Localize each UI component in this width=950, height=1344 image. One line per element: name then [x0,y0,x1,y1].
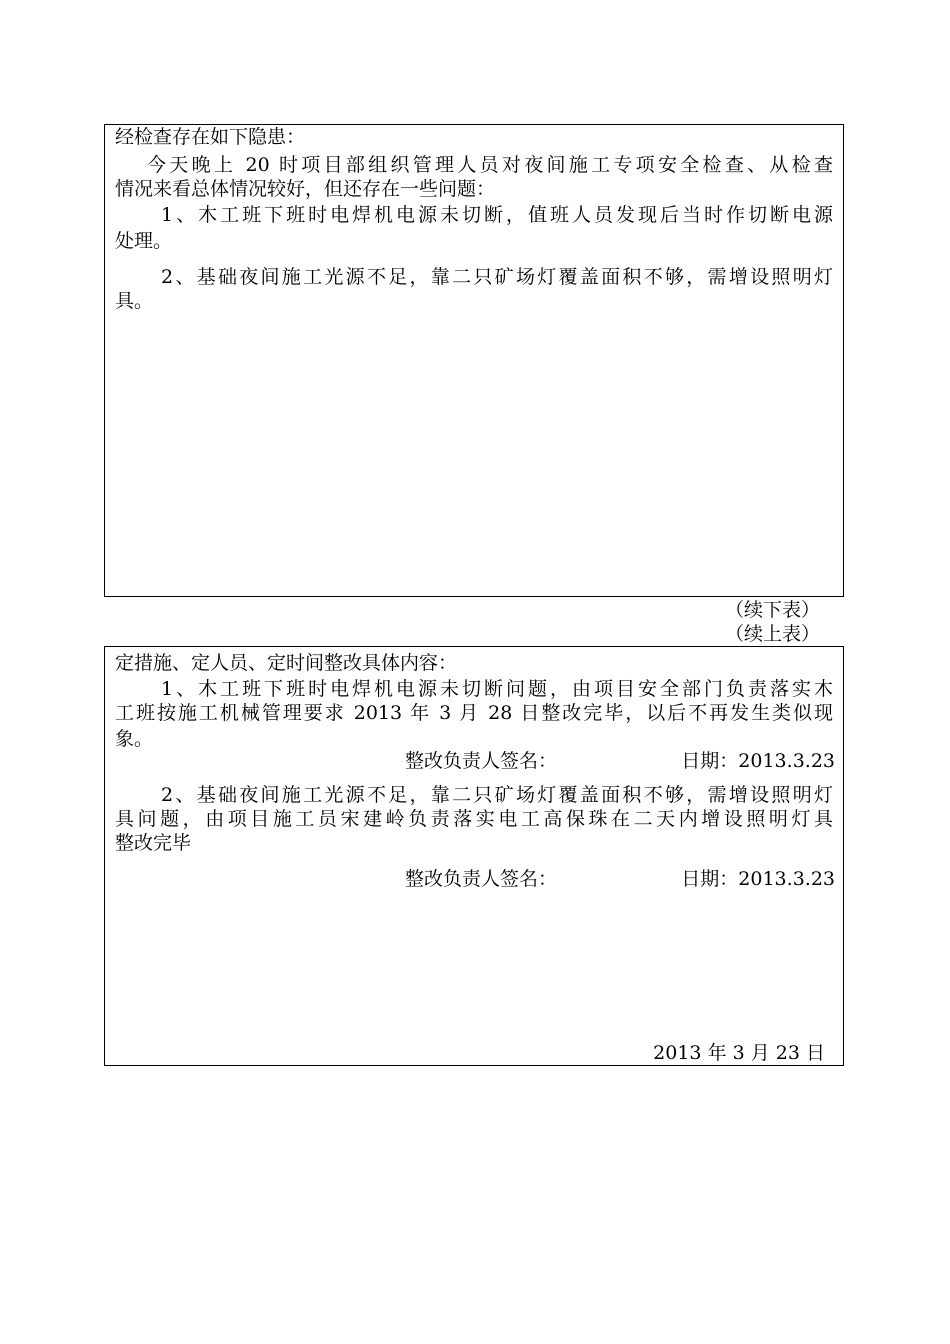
rectification-box [104,646,844,1066]
rectification-item2-line1: 2、基础夜间施工光源不足，靠二只矿场灯覆盖面积不够，需增设照明灯 [161,784,833,806]
rectification-item1-line2: 工班按施工机械管理要求 2013 年 3 月 28 日整改完毕，以后不再发生类似现 [115,702,833,724]
date-label-1: 日期：2013.3.23 [681,750,835,772]
rectification-item2-line3: 整改完毕 [115,832,192,854]
hazards-item1-line1: 1、木工班下班时电焊机电源未切断，值班人员发现后当时作切断电源 [161,204,833,226]
hazards-item1-line2: 处理。 [115,230,173,252]
rectification-item1-line1: 1、木工班下班时电焊机电源未切断问题，由项目安全部门负责落实木 [161,678,833,700]
hazards-intro-line2: 情况来看总体情况较好，但还存在一些问题： [115,178,496,200]
hazards-intro-line1: 今天晚上 20 时项目部组织管理人员对夜间施工专项安全检查、从检查 [147,154,833,176]
hazards-box [104,124,844,597]
continued-next-label: （续下表） [724,599,820,621]
footer-date: 2013 年 3 月 23 日 [653,1042,825,1064]
hazards-heading: 经检查存在如下隐患： [115,126,306,148]
hazards-item2-line2: 具。 [115,290,154,312]
date-label-2: 日期：2013.3.23 [681,868,835,890]
rectification-item2-line2: 具问题，由项目施工员宋建岭负责落实电工高保珠在二天内增设照明灯具 [115,808,833,830]
rectification-item1-line3: 象。 [115,728,154,750]
rectification-heading: 定措施、定人员、定时间整改具体内容： [115,652,458,674]
sign-label-2: 整改负责人签名： [405,868,558,890]
hazards-item2-line1: 2、基础夜间施工光源不足，靠二只矿场灯覆盖面积不够，需增设照明灯 [161,266,833,288]
continued-prev-label: （续上表） [724,623,820,645]
sign-label-1: 整改负责人签名： [405,750,558,772]
